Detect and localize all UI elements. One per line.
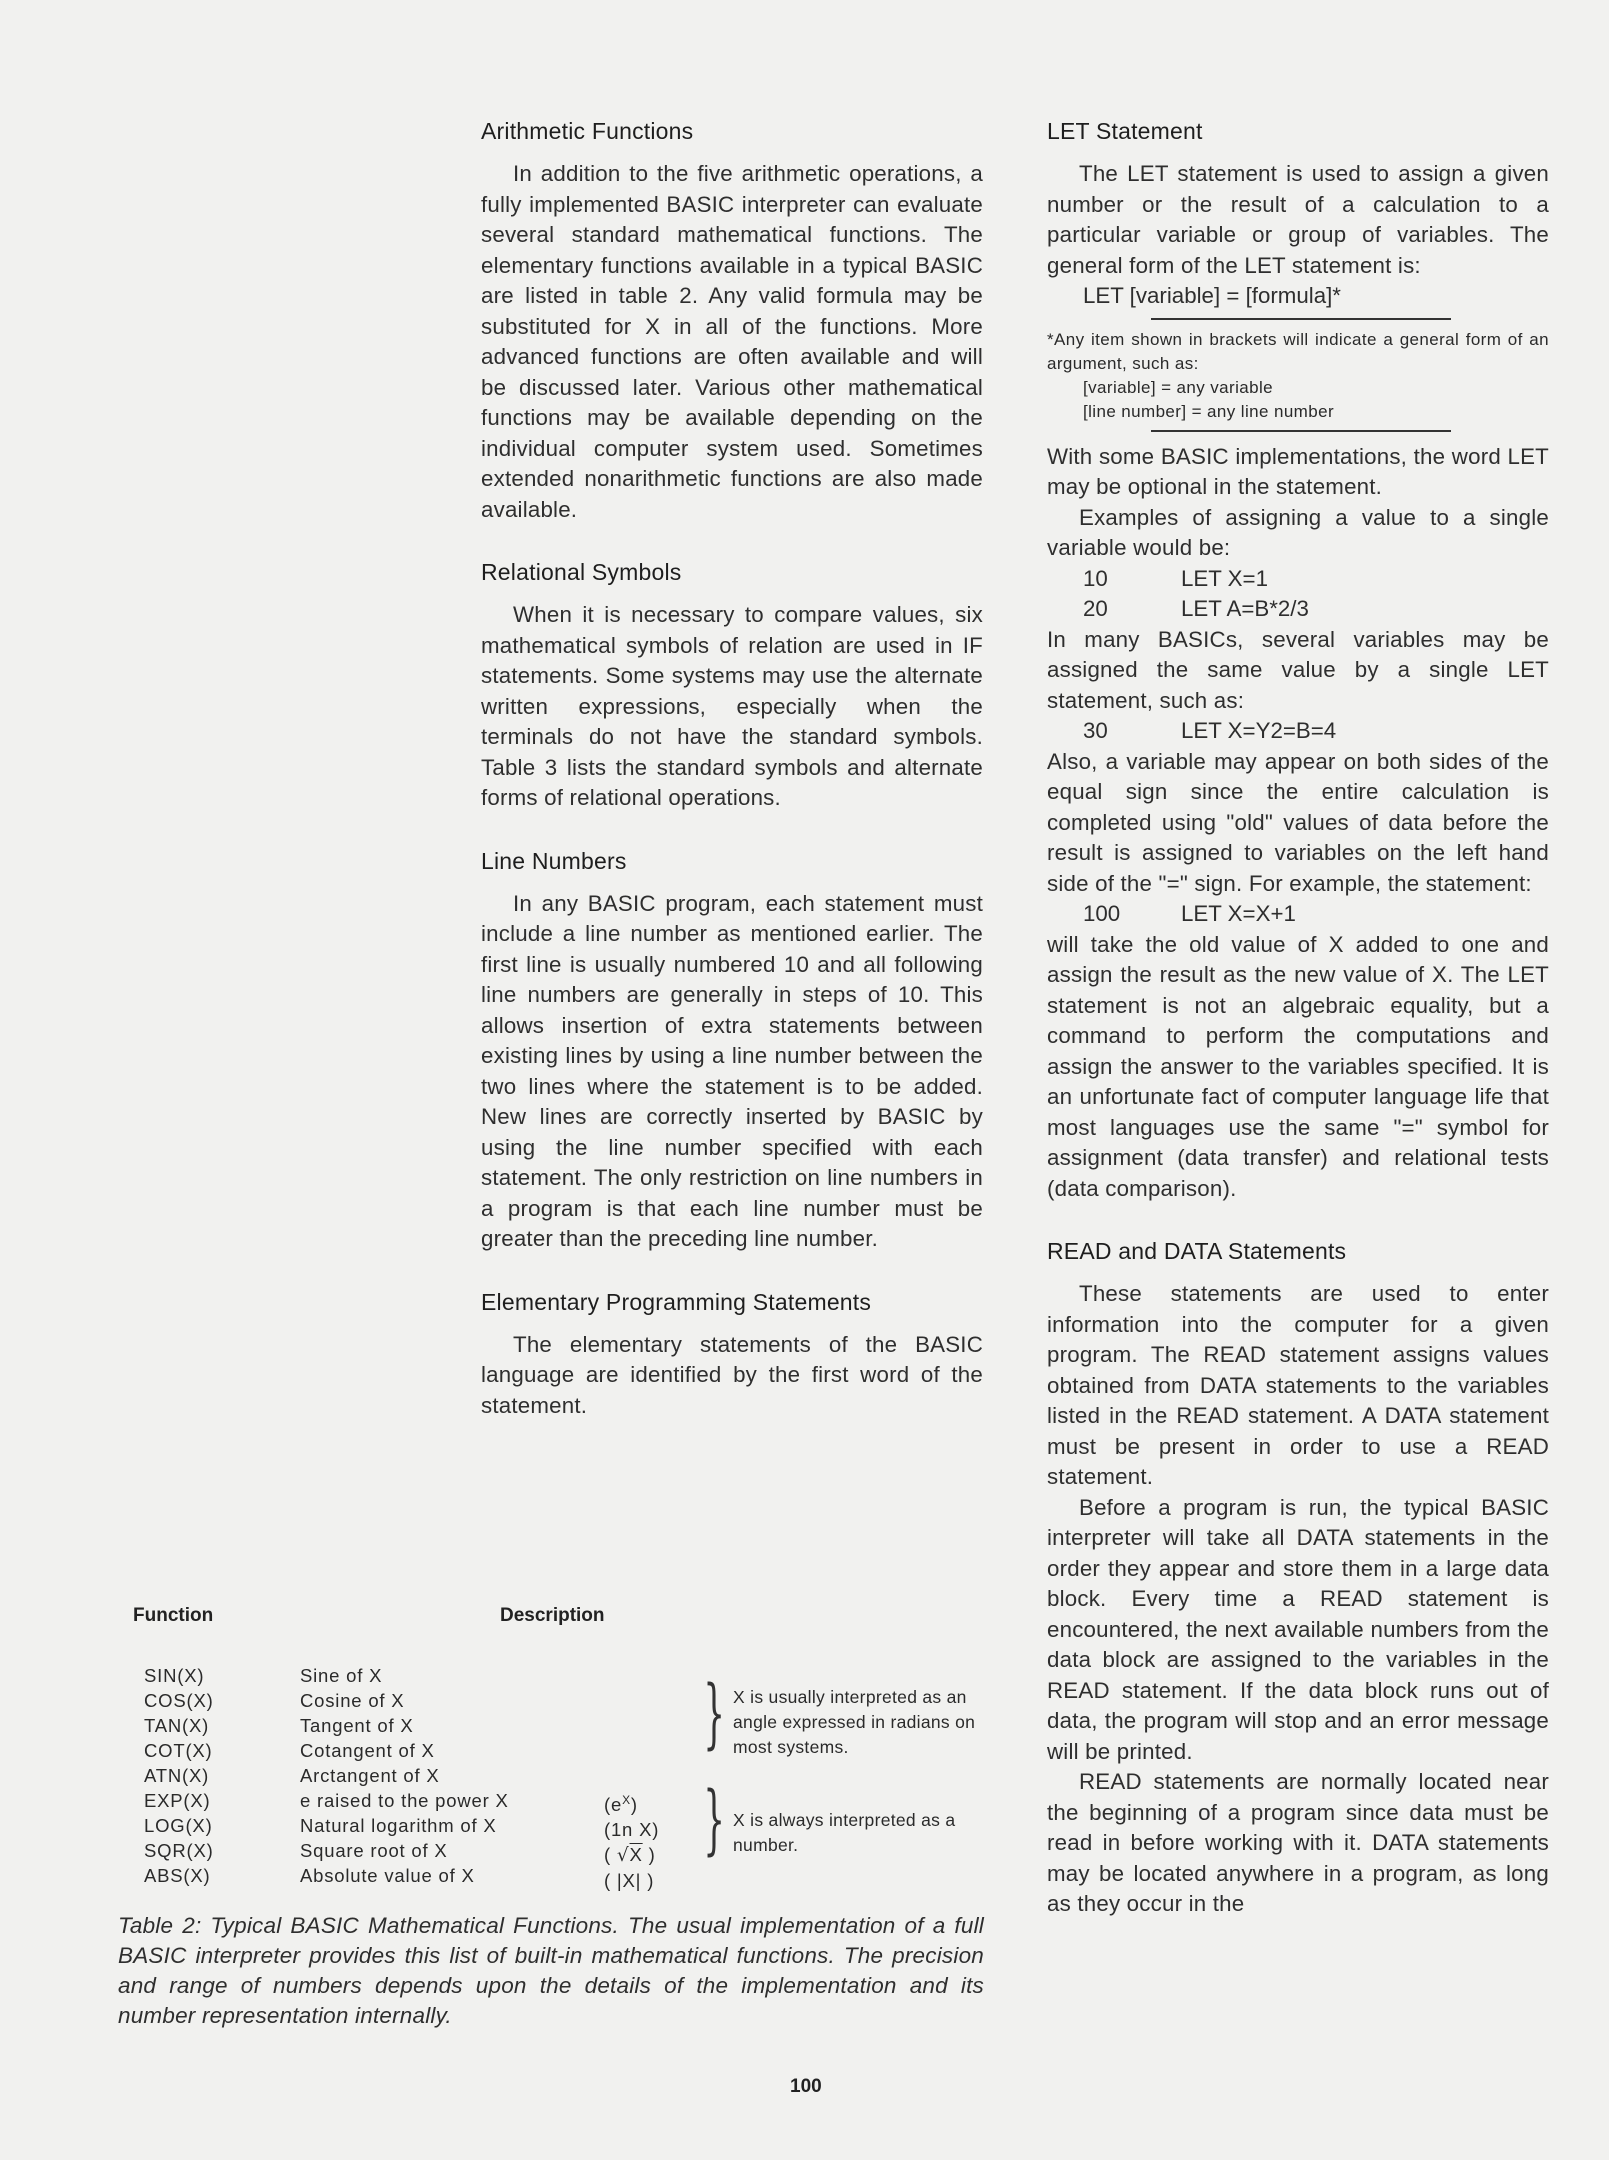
math-notations	[604, 1788, 659, 1893]
section-heading: Line Numbers	[481, 847, 627, 874]
code-text: LET X=X+1	[1181, 901, 1296, 926]
function-table	[130, 1605, 1000, 1892]
notation-log: (1n X)	[604, 1819, 660, 1841]
section-let-statement	[1047, 118, 1549, 1204]
paragraph: When it is necessary to compare values, six mathematical symbols of relation are used in IF statements. Some systems may use the alternate written expressions, especially when the terminals do not have the standard symbols. Table 3 lists the standard symbols and alternate forms of relational operations.	[481, 602, 983, 810]
paragraph: Also, a variable may appear on both sides of the equal sign since the entire calculation is completed using "old" values of data before the result is assigned to variables on the left hand side of the "=" sign. For example, the statement:	[1047, 748, 1549, 896]
function-name: LOG(X)	[144, 1815, 213, 1836]
line-number: 10	[1083, 565, 1108, 591]
code-text: LET A=B*2/3	[1181, 596, 1309, 621]
section-read-data-statements	[1047, 1238, 1549, 1920]
paragraph: These statements are used to enter information into the computer for a given program. The READ statement assigns values obtained from DATA statements to the variables listed in the READ statement. A DATA statement must be present in order to use a READ statement.	[1047, 1281, 1549, 1489]
paragraph: Before a program is run, the typical BASIC interpreter will take all DATA statements in the order they appear and store them in a large data block. Every time a READ statement is encountered, the next available numbers from the data block are assigned to the variables in the READ statement. If the data block runs out of data, the program will stop and an error message will be printed.	[1047, 1494, 1549, 1764]
code-example	[1047, 899, 1549, 930]
footnote-rule-bottom	[1151, 430, 1451, 432]
general-form: LET [variable] = [formula]*	[1083, 283, 1341, 308]
footnote-line: *Any item shown in brackets will indicate a general form of an argument, such as:	[1047, 329, 1549, 373]
function-description: Tangent of X	[300, 1715, 414, 1736]
footnote-line: [line number] = any line number	[1083, 401, 1335, 421]
code-text: LET X=1	[1181, 565, 1268, 591]
function-description: Cotangent of X	[300, 1740, 435, 1761]
section-line-numbers	[481, 848, 983, 1255]
line-number: 20	[1083, 596, 1108, 621]
column-header-function: Function	[133, 1605, 214, 1626]
note-numeric: X is always interpreted as a number.	[733, 1810, 956, 1855]
paragraph: In many BASICs, several variables may be assigned the same value by a single LET statement, such as:	[1047, 626, 1549, 713]
notation-abs: ( |X| )	[604, 1870, 655, 1892]
function-description: Absolute value of X	[300, 1865, 475, 1886]
middle-column	[481, 118, 983, 1455]
paragraph: The LET statement is used to assign a given number or the result of a calculation to a particular variable or group of variables. The general form of the LET statement is:	[1047, 161, 1549, 278]
right-brace-icon: }	[703, 1774, 726, 1863]
function-description: Natural logarithm of X	[300, 1815, 497, 1836]
note-trig: X is usually interpreted as an angle expressed in radians on most systems.	[733, 1687, 976, 1757]
function-description: Sine of X	[300, 1665, 383, 1686]
section-heading: READ and DATA Statements	[1047, 1238, 1347, 1264]
section-elementary-statements	[481, 1289, 983, 1422]
section-relational-symbols	[481, 559, 983, 814]
paragraph: Examples of assigning a value to a single variable would be:	[1047, 504, 1549, 560]
code-example	[1047, 716, 1549, 747]
function-name: COS(X)	[144, 1690, 214, 1711]
notation-sqr: ( √X )	[604, 1844, 656, 1867]
line-number: 30	[1083, 718, 1108, 743]
paragraph: The elementary statements of the BASIC language are identified by the first word of the statement.	[481, 1331, 983, 1418]
function-name: COT(X)	[144, 1740, 213, 1761]
line-number: 100	[1083, 901, 1121, 926]
paragraph: will take the old value of X added to one and assign the result as the new value of X. The LET statement is not an algebraic equality, but a command to perform the computations and assign the answer to the variables specified. It is an unfortunate fact of computer language life that most languages use the same "=" symbol for assignment (data transfer) and relational tests (data comparison).	[1047, 931, 1549, 1201]
right-column	[1047, 118, 1549, 1954]
section-heading: Relational Symbols	[481, 559, 682, 585]
function-name: SQR(X)	[144, 1840, 214, 1861]
function-name: ABS(X)	[144, 1865, 211, 1886]
section-heading: Elementary Programming Statements	[481, 1288, 872, 1315]
paragraph: READ statements are normally located near the beginning of a program since data must be read in before working with it. DATA statements may be located anywhere in a program, as long as they occur in the	[1047, 1769, 1549, 1916]
footnote-rule-top	[1151, 318, 1451, 320]
code-example	[1047, 564, 1549, 595]
page-number: 100	[790, 2076, 822, 2097]
footnote	[1047, 328, 1549, 424]
table-caption: Table 2: Typical BASIC Mathematical Functions. The usual implementation of a full BASIC interpreter provides this list of built-in mathematical functions. The precision and range of numbers depends upon the details of the implementation and its number representation internally.	[118, 1913, 984, 2028]
function-name: TAN(X)	[144, 1715, 210, 1736]
code-example	[1047, 594, 1549, 625]
function-name: SIN(X)	[144, 1665, 205, 1686]
paragraph: In addition to the five arithmetic operations, a fully implemented BASIC interpreter can evaluate several standard mathematical functions. The elementary functions available in a typical BASIC are listed in table 2. Any valid formula may be substituted for X in all of the functions. More advanced functions are often available and will be discussed later. Various other mathematical functions may be available depending on the individual computer system used. Sometimes extended nonarithmetic functions are also made available.	[481, 161, 983, 522]
column-header-description: Description	[500, 1605, 605, 1626]
paragraph: In any BASIC program, each statement must include a line number as mentioned earlier. The first line is usually numbered 10 and all following line numbers are generally in steps of 10. This allows insertion of extra statements between existing lines by using a line number between the two lines where the statement is to be added. New lines are correctly inserted by BASIC by using the line number specified with each statement. The only restriction on line numbers in a program is that each line number must be greater than the preceding line number.	[481, 890, 983, 1251]
function-name: EXP(X)	[144, 1790, 211, 1811]
function-names	[144, 1663, 214, 1888]
section-heading: Arithmetic Functions	[481, 118, 694, 144]
paragraph: With some BASIC implementations, the word LET may be optional in the statement.	[1047, 443, 1549, 499]
section-arithmetic-functions	[481, 118, 983, 525]
function-description: Square root of X	[300, 1840, 448, 1861]
function-name: ATN(X)	[144, 1765, 210, 1786]
notation-exp: $(e^X)$	[604, 1793, 638, 1816]
function-description: Cosine of X	[300, 1690, 405, 1711]
right-brace-icon: }	[703, 1668, 726, 1757]
function-description: e raised to the power X	[300, 1790, 509, 1811]
function-description: Arctangent of X	[300, 1765, 440, 1786]
function-descriptions	[300, 1663, 509, 1888]
code-text: LET X=Y2=B=4	[1181, 718, 1337, 743]
footnote-line: [variable] = any variable	[1083, 377, 1274, 397]
section-heading: LET Statement	[1047, 118, 1203, 144]
